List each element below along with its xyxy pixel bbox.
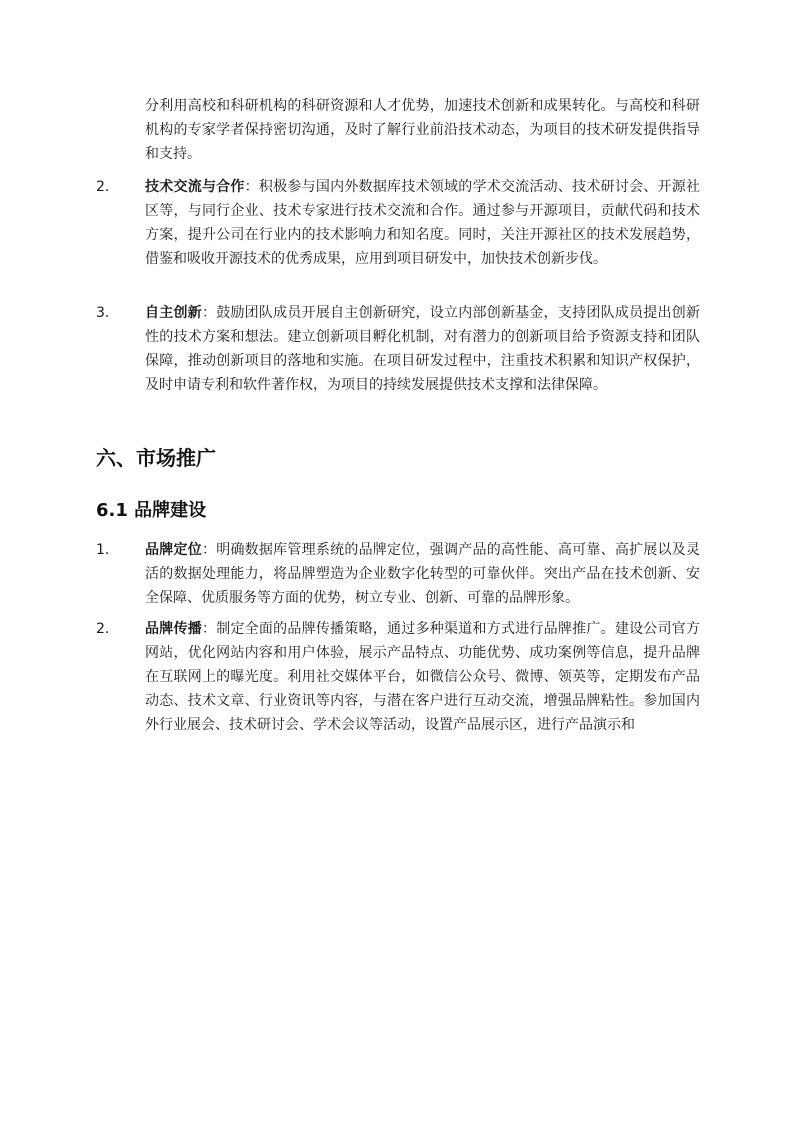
list-item-body [145, 301, 700, 397]
list-item-text: 制定全面的品牌传播策略，通过多种渠道和方式进行品牌推广。建设公司官方网站，优化网站内容和用户体验，展示产品特点、功能优势、成功案例等信息，提升品牌在互联网上的曝光度。利用社交媒体平台，如微信公众号、微博、领英等，定期发布产品动态、技术文章、行业资讯等内容，与潜在客户进行互动交流，增强品牌粘性。参加国内外行业展会、技术研讨会、学术会议等活动，设置产品展示区，进行产品演示和 [145, 621, 701, 733]
list-item-term: 自主创新 [145, 305, 202, 321]
list-item-text: 鼓励团队成员开展自主创新研究，设立内部创新基金，支持团队成员提出创新性的技术方案和想法。建立创新项目孵化机制，对有潜力的创新项目给予资源支持和团队保障，推动创新项目的落地和实施。在项目研发过程中，注重技术积累和知识产权保护，及时申请专利和软件著作权，为项目的持续发展提供技术支撑和法律保障。 [145, 305, 701, 393]
list-item-body [145, 538, 700, 610]
list-item-term: 品牌定位 [145, 542, 202, 558]
list-item-brand-positioning [96, 538, 700, 610]
list-item-separator: ： [201, 542, 217, 558]
list-item-number: 2. [96, 179, 110, 195]
list-item-separator: ： [201, 621, 217, 637]
list-item-brand-communication [96, 617, 700, 737]
subsection-heading: 6.1 品牌建设 [96, 500, 207, 521]
list-item-separator: ： [244, 179, 259, 195]
list-item-separator: ： [201, 305, 217, 321]
list-item-text: 积极参与国内外数据库技术领域的学术交流活动、技术研讨会、开源社区等，与同行企业、技术专家进行技术交流和合作。通过参与开源项目，贡献代码和技术方案，提升公司在行业内的技术影响力和知名度。同时，关注开源社区的技术发展趋势，借鉴和吸收开源技术的优秀成果，应用到项目研发中，加快技术创新步伐。 [145, 179, 701, 267]
list-item-term: 技术交流与合作 [145, 179, 245, 195]
list-item-body [145, 175, 700, 271]
section-heading: 六、市场推广 [96, 446, 216, 470]
list-item-text: 明确数据库管理系统的品牌定位，强调产品的高性能、高可靠、高扩展以及灵活的数据处理能力，将品牌塑造为企业数字化转型的可靠伙伴。突出产品在技术创新、安全保障、优质服务等方面的优势，树立专业、创新、可靠的品牌形象。 [145, 542, 701, 606]
list-item-body [145, 617, 700, 737]
continuation-paragraph: 分利用高校和科研机构的科研资源和人才优势，加速技术创新和成果转化。与高校和科研机构的专家学者保持密切沟通，及时了解行业前沿技术动态，为项目的技术研发提供指导和支持。 [145, 98, 700, 162]
list-item-number: 1. [96, 542, 110, 558]
list-item-self-innovation [96, 301, 700, 397]
list-item-term: 品牌传播 [145, 621, 202, 637]
list-item-number: 2. [96, 621, 110, 637]
list-item-tech-exchange [96, 175, 700, 271]
list-item-number: 3. [96, 305, 110, 321]
